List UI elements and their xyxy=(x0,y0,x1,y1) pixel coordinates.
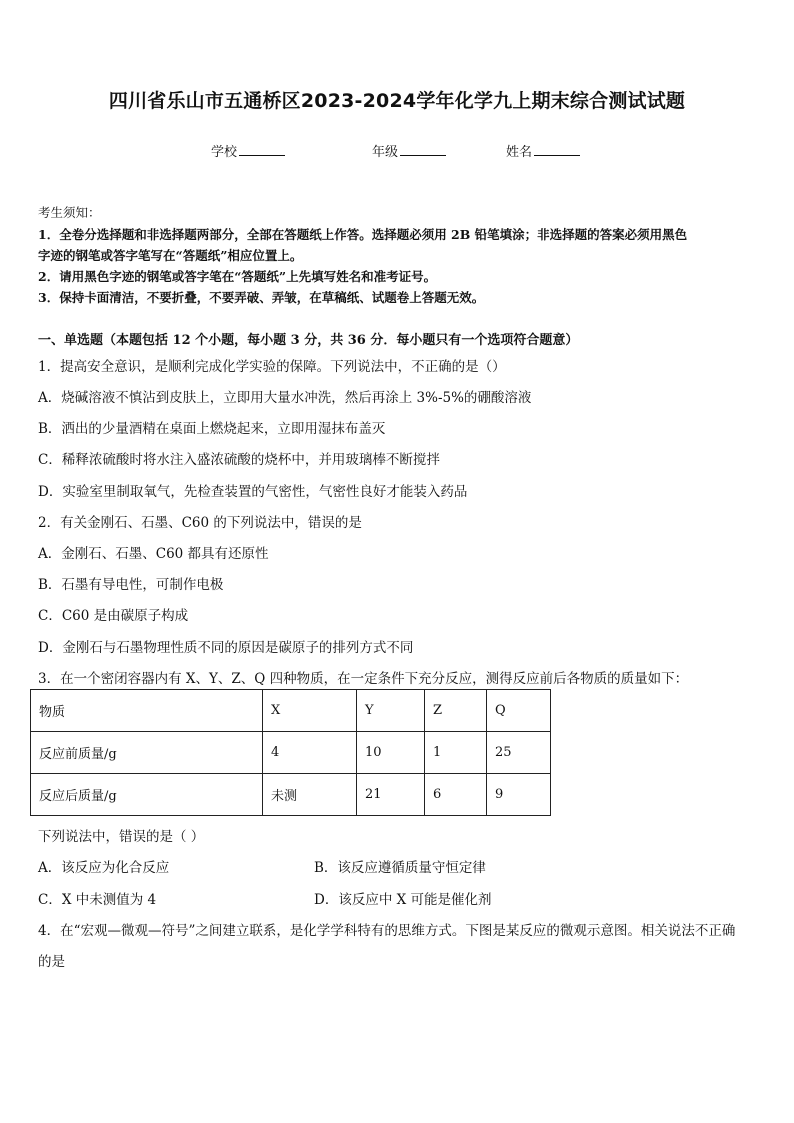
q1-stem: 1．提高安全意识，是顺利完成化学实验的保障。下列说法中，不正确的是（） xyxy=(38,359,506,375)
table-cell: 4 xyxy=(263,732,357,774)
table-row xyxy=(31,690,551,732)
grade-field xyxy=(372,141,446,160)
grade-label: 年级 xyxy=(372,145,399,160)
table-cell: X xyxy=(263,690,357,732)
table-cell: 物质 xyxy=(31,690,263,732)
name-label: 姓名 xyxy=(506,145,533,160)
q4-stem-line2: 的是 xyxy=(38,954,65,970)
grade-blank xyxy=(400,144,446,156)
q1-option-b: B．洒出的少量酒精在桌面上燃烧起来，立即用湿抹布盖灭 xyxy=(38,421,386,437)
table-cell: Y xyxy=(357,690,425,732)
table-cell: 21 xyxy=(357,774,425,816)
table-cell: Z xyxy=(425,690,487,732)
q2-option-b: B．石墨有导电性，可制作电极 xyxy=(38,577,224,593)
mass-table xyxy=(30,689,551,816)
notice-item: 字迹的钢笔或答字笔写在“答题纸”相应位置上。 xyxy=(38,248,303,263)
q2-stem: 2．有关金刚石、石墨、C60 的下列说法中，错误的是 xyxy=(38,515,362,531)
table-cell: 25 xyxy=(487,732,551,774)
notice-item: 2．请用黑色字迹的钢笔或答字笔在“答题纸”上先填写姓名和准考证号。 xyxy=(38,269,437,284)
q1-option-c: C．稀释浓硫酸时将水注入盛浓硫酸的烧杯中，并用玻璃棒不断搅拌 xyxy=(38,452,440,468)
q3-option-c: C．X 中未测值为 4 xyxy=(38,892,157,908)
q2-option-d: D．金刚石与石墨物理性质不同的原因是碳原子的排列方式不同 xyxy=(38,640,414,656)
q3-option-d: D．该反应中 X 可能是催化剂 xyxy=(314,892,492,908)
q3-prompt: 下列说法中，错误的是（ ） xyxy=(38,829,205,845)
q2-option-a: A．金刚石、石墨、C60 都具有还原性 xyxy=(38,546,269,562)
table-cell: 未测 xyxy=(263,774,357,816)
q3-option-b: B．该反应遵循质量守恒定律 xyxy=(314,860,486,876)
table-cell: 6 xyxy=(425,774,487,816)
notice-item: 1．全卷分选择题和非选择题两部分，全部在答题纸上作答。选择题必须用 2B 铅笔填涂；非选择题的答案必须用黑色 xyxy=(38,227,688,242)
table-cell: 1 xyxy=(425,732,487,774)
notice-heading: 考生须知： xyxy=(38,205,101,220)
q1-option-d: D．实验室里制取氧气，先检查装置的气密性，气密性良好才能装入药品 xyxy=(38,484,468,500)
school-blank xyxy=(239,144,285,156)
section-heading: 一、单选题（本题包括 12 个小题，每小题 3 分，共 36 分．每小题只有一个选项符合题意） xyxy=(38,333,579,348)
table-cell: 9 xyxy=(487,774,551,816)
table-cell: 10 xyxy=(357,732,425,774)
q2-option-c: C．C60 是由碳原子构成 xyxy=(38,608,189,624)
table-cell: 反应前质量/g xyxy=(31,732,263,774)
q3-stem: 3．在一个密闭容器内有 X、Y、Z、Q 四种物质，在一定条件下充分反应，测得反应前后各物质的质量如下： xyxy=(38,671,689,687)
table-cell: Q xyxy=(487,690,551,732)
page-title: 四川省乐山市五通桥区2023-2024学年化学九上期末综合测试试题 xyxy=(108,90,686,112)
table-row xyxy=(31,732,551,774)
q4-stem-line1: 4．在“宏观—微观—符号”之间建立联系，是化学学科特有的思维方式。下图是某反应的微观示意图。相关说法不正确 xyxy=(38,923,736,939)
school-label: 学校 xyxy=(211,145,238,160)
notice-item: 3．保持卡面清洁，不要折叠，不要弄破、弄皱，在草稿纸、试题卷上答题无效。 xyxy=(38,290,485,305)
table-cell: 反应后质量/g xyxy=(31,774,263,816)
q1-option-a: A．烧碱溶液不慎沾到皮肤上，立即用大量水冲洗，然后再涂上 3%-5%的硼酸溶液 xyxy=(38,390,532,406)
q3-option-a: A．该反应为化合反应 xyxy=(38,860,170,876)
name-blank xyxy=(534,144,580,156)
school-field xyxy=(211,141,285,160)
table-row xyxy=(31,774,551,816)
name-field xyxy=(506,141,580,160)
